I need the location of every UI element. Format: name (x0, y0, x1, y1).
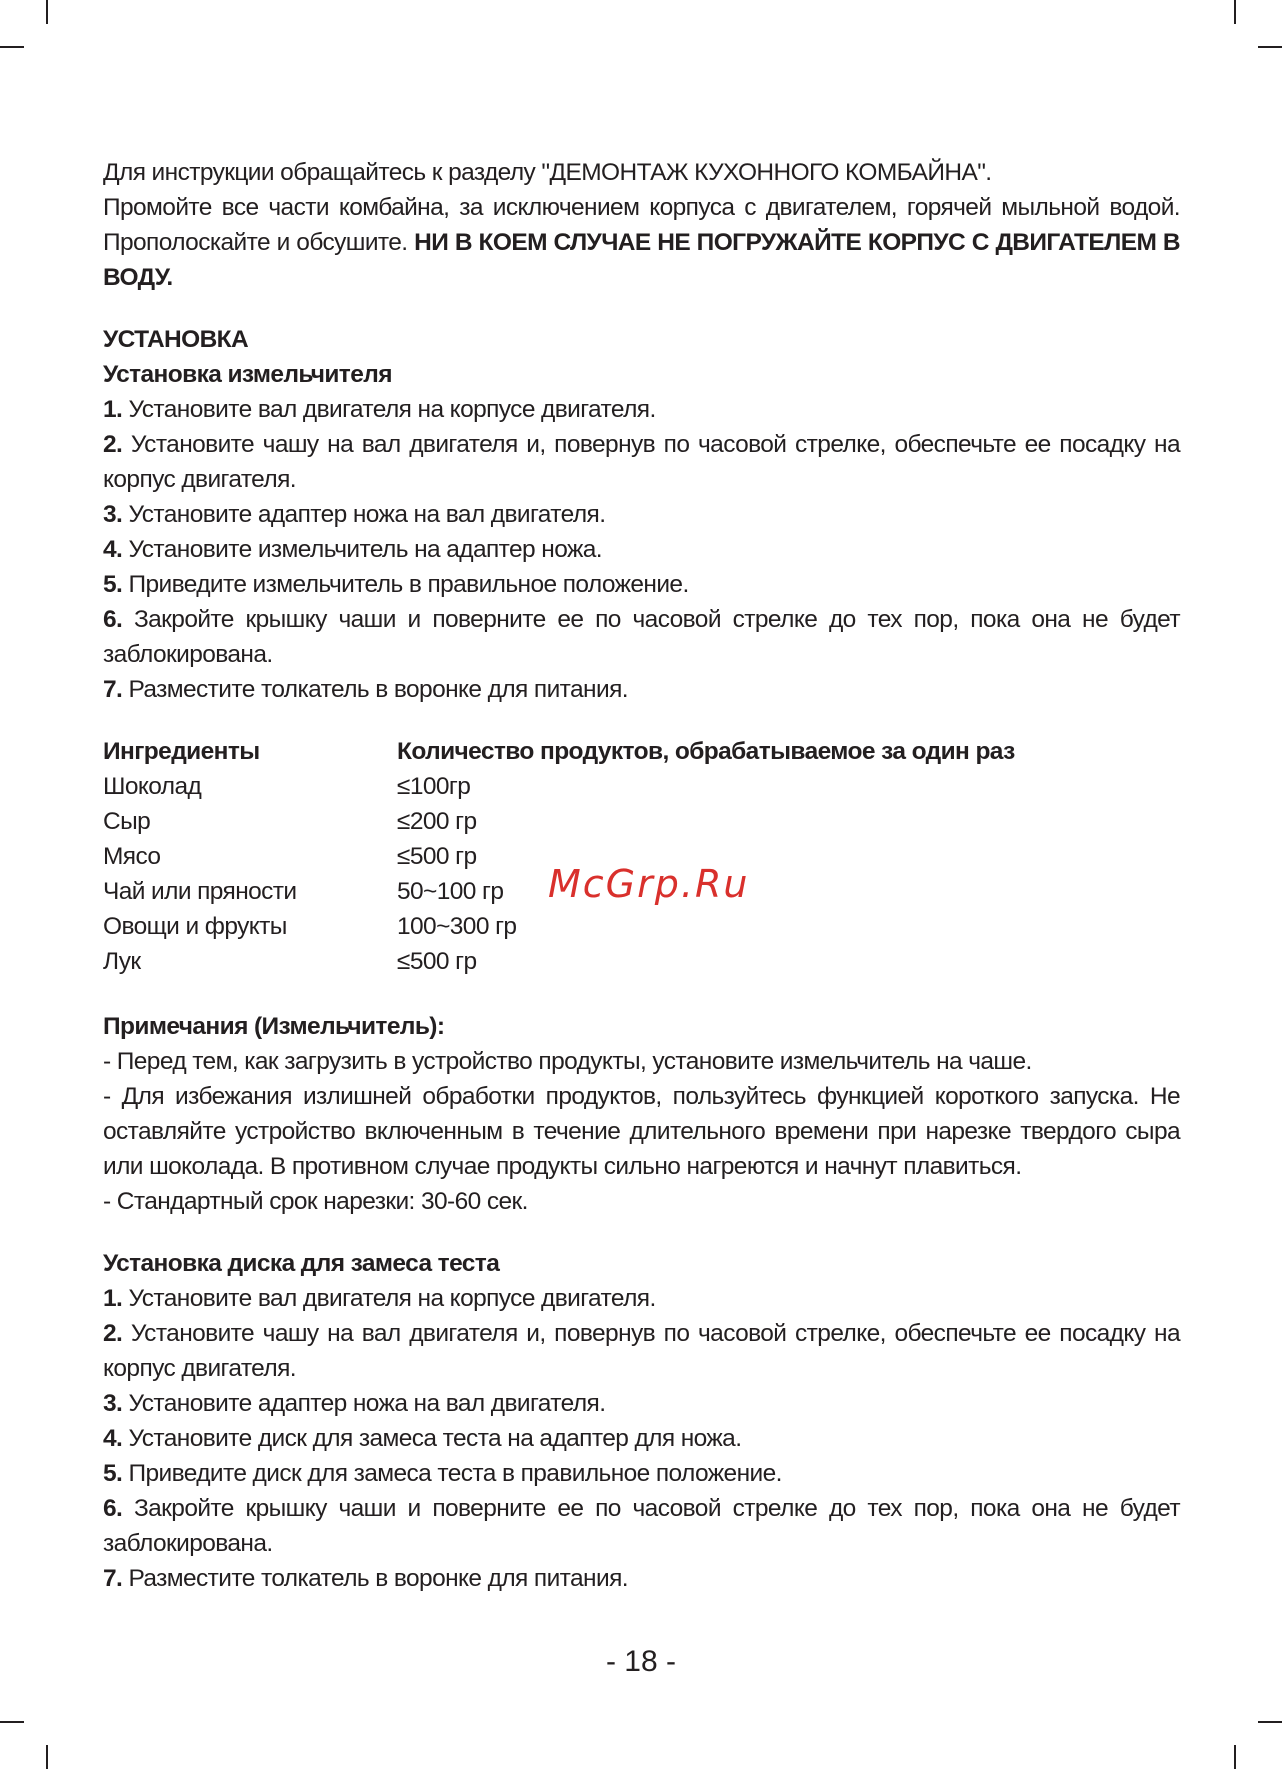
section-title: УСТАНОВКА (103, 326, 249, 353)
list-item (103, 1316, 1180, 1386)
table-row (103, 909, 1015, 944)
intro-warning: НИ В КОЕМ СЛУЧАЕ НЕ ПОГРУЖАЙТЕ КОРПУС С ДВИГАТЕЛЕМ В ВОДУ. (103, 229, 1180, 291)
note-item: - Стандартный срок нарезки: 30-60 сек. (103, 1188, 528, 1215)
list-item (103, 1386, 1180, 1421)
step-text: Закройте крышку чаши и поверните ее по часовой стрелке до тех пор, пока она не будет заблокирована. (103, 1495, 1180, 1557)
step-text: Установите чашу на вал двигателя и, повернув по часовой стрелке, обеспечьте ее посадку на корпус двигателя. (103, 1320, 1180, 1382)
list-item (103, 567, 1180, 602)
note-item: - Перед тем, как загрузить в устройство продукты, установите измельчитель на чаше. (103, 1048, 1032, 1075)
table-row (103, 804, 1015, 839)
step-text: Установите измельчитель на адаптер ножа. (128, 536, 602, 563)
list-item (103, 1421, 1180, 1456)
intro-line-2: Промойте все части комбайна, за исключением корпуса с двигателем, горячей мыльной водой. Прополоскайте и обсушите. (103, 194, 1180, 256)
step-text: Установите адаптер ножа на вал двигателя. (128, 501, 606, 528)
ingredient-cell: Овощи и фрукты (103, 913, 287, 940)
quantity-cell: ≤500 гр (397, 843, 477, 870)
quantity-cell: 50~100 гр (397, 878, 504, 905)
step-number: 5. (103, 571, 123, 598)
chopper-subtitle: Установка измельчителя (103, 361, 392, 388)
table-row (103, 769, 1015, 804)
crop-mark (46, 1745, 48, 1769)
step-number: 7. (103, 1565, 123, 1592)
spacer (103, 707, 1180, 734)
list-item (103, 1491, 1180, 1561)
quantity-cell: ≤500 гр (397, 948, 477, 975)
spacer (103, 295, 1180, 322)
step-text: Установите вал двигателя на корпусе двигателя. (128, 396, 656, 423)
crop-mark (1234, 0, 1236, 24)
step-number: 3. (103, 501, 123, 528)
list-item (103, 1561, 1180, 1596)
step-number: 2. (103, 431, 123, 458)
table-header-ingredients: Ингредиенты (103, 738, 260, 765)
intro-line-1: Для инструкции обращайтесь к разделу "ДЕМОНТАЖ КУХОННОГО КОМБАЙНА". (103, 159, 992, 186)
crop-mark (1234, 1745, 1236, 1769)
step-text: Приведите диск для замеса теста в правильное положение. (128, 1460, 782, 1487)
list-item (103, 1456, 1180, 1491)
step-text: Разместите толкатель в воронке для питания. (128, 1565, 628, 1592)
crop-mark (0, 46, 24, 48)
spacer (103, 1219, 1180, 1246)
step-number: 1. (103, 1285, 123, 1312)
table-row (103, 944, 1015, 979)
step-number: 3. (103, 1390, 123, 1417)
page-number: - 18 - (605, 1645, 677, 1678)
list-item (103, 392, 1180, 427)
step-number: 4. (103, 1425, 123, 1452)
table-header-quantity: Количество продуктов, обрабатываемое за один раз (397, 738, 1015, 765)
ingredient-cell: Шоколад (103, 773, 202, 800)
step-text: Установите диск для замеса теста на адаптер для ножа. (128, 1425, 742, 1452)
list-item (103, 602, 1180, 672)
notes-title: Примечания (Измельчитель): (103, 1013, 445, 1040)
crop-mark (46, 0, 48, 24)
list-item (103, 672, 1180, 707)
chopper-steps-list (103, 392, 1180, 707)
watermark: McGrp.Ru (548, 862, 750, 906)
step-text: Закройте крышку чаши и поверните ее по часовой стрелке до тех пор, пока она не будет заблокирована. (103, 606, 1180, 668)
step-number: 4. (103, 536, 123, 563)
step-number: 2. (103, 1320, 123, 1347)
crop-mark (1258, 46, 1282, 48)
note-item: - Для избежания излишней обработки продуктов, пользуйтесь функцией короткого запуска. Не оставляйте устройство включенным в течение длительного времени при нарезке твердого сыра или шоколада. В противном случае продукты сильно нагреются и начнут плавиться. (103, 1083, 1180, 1180)
table-header-row (103, 734, 1015, 769)
crop-mark (1258, 1721, 1282, 1723)
quantity-cell: ≤200 гр (397, 808, 477, 835)
step-text: Установите вал двигателя на корпусе двигателя. (128, 1285, 656, 1312)
dough-subtitle: Установка диска для замеса теста (103, 1250, 500, 1277)
list-item (103, 427, 1180, 497)
quantity-cell: ≤100гр (397, 773, 471, 800)
ingredient-cell: Сыр (103, 808, 151, 835)
intro-paragraph (103, 190, 1180, 295)
list-item (103, 1281, 1180, 1316)
step-text: Установите адаптер ножа на вал двигателя. (128, 1390, 606, 1417)
step-number: 1. (103, 396, 123, 423)
list-item (103, 497, 1180, 532)
ingredient-cell: Мясо (103, 843, 161, 870)
step-text: Разместите толкатель в воронке для питания. (128, 676, 628, 703)
quantity-cell: 100~300 гр (397, 913, 517, 940)
step-number: 6. (103, 1495, 123, 1522)
dough-steps-list (103, 1281, 1180, 1596)
ingredients-table (103, 734, 1015, 979)
step-number: 7. (103, 676, 123, 703)
spacer (103, 979, 1180, 1009)
ingredient-cell: Лук (103, 948, 141, 975)
step-text: Установите чашу на вал двигателя и, повернув по часовой стрелке, обеспечьте ее посадку на корпус двигателя. (103, 431, 1180, 493)
ingredient-cell: Чай или пряности (103, 878, 297, 905)
step-number: 6. (103, 606, 123, 633)
step-text: Приведите измельчитель в правильное положение. (128, 571, 689, 598)
crop-mark (0, 1721, 24, 1723)
list-item (103, 532, 1180, 567)
step-number: 5. (103, 1460, 123, 1487)
